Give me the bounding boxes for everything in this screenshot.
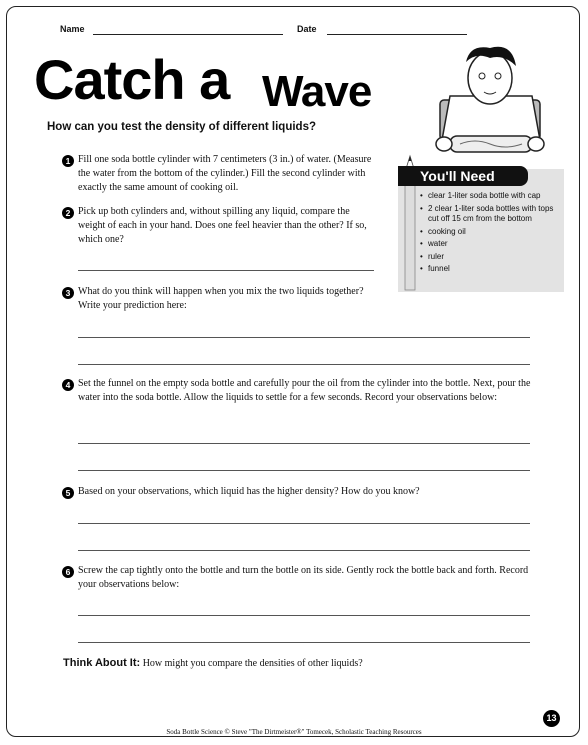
name-label: Name xyxy=(60,24,85,34)
step-6-text: Screw the cap tightly onto the bottle and turn the bottle on its side. Gently rock the bottle back and forth. Record your observations below: xyxy=(78,565,529,590)
date-field[interactable] xyxy=(327,34,467,35)
step-3-text: What do you think will happen when you mix the two liquids together? Write your prediction here: xyxy=(78,286,364,311)
step-3-number: 3 xyxy=(62,287,74,299)
answer-line[interactable] xyxy=(78,615,530,616)
step-6-number: 6 xyxy=(62,566,74,578)
material-item: • funnel xyxy=(420,264,562,275)
answer-line[interactable] xyxy=(78,364,530,365)
think-about-it-question: How might you compare the densities of other liquids? xyxy=(142,658,363,669)
answer-line[interactable] xyxy=(78,337,530,338)
think-about-it xyxy=(63,657,363,669)
footer-credit: Soda Bottle Science © Steve "The Dirtmeister®" Tomecek, Scholastic Teaching Resources xyxy=(166,728,422,736)
material-item: • water xyxy=(420,239,562,250)
boy-with-bottle-illustration xyxy=(430,40,550,160)
date-label: Date xyxy=(297,24,317,34)
materials-list xyxy=(420,191,562,277)
name-field[interactable] xyxy=(93,34,283,35)
material-item: • cooking oil xyxy=(420,227,562,238)
step-5-text: Based on your observations, which liquid has the higher density? How do you know? xyxy=(78,486,420,497)
step-4-number: 4 xyxy=(62,379,74,391)
answer-line[interactable] xyxy=(78,523,530,524)
subtitle-question: How can you test the density of different liquids? xyxy=(47,121,316,133)
material-item: • clear 1-liter soda bottle with cap xyxy=(420,191,562,202)
title-part1: Catch a xyxy=(34,48,230,111)
answer-line[interactable] xyxy=(78,270,374,271)
material-item: • 2 clear 1-liter soda bottles with tops cut off 15 cm from the bottom xyxy=(420,204,562,225)
page-number: 13 xyxy=(543,710,560,727)
step-1-text: Fill one soda bottle cylinder with 7 centimeters (3 in.) of water. (Measure the water from the bottom of the cylinder.) Fill the second cylinder with exactly the same amount of cooking oil. xyxy=(78,154,372,193)
youll-need-heading: You'll Need xyxy=(398,166,528,186)
step-2-text: Pick up both cylinders and, without spilling any liquid, compare the weight of each in your hand. Does one feel heavier than the other? If so, which one? xyxy=(78,206,367,245)
answer-line[interactable] xyxy=(78,443,530,444)
material-item: • ruler xyxy=(420,252,562,263)
title-part2: Wave xyxy=(262,67,372,116)
step-4-text: Set the funnel on the empty soda bottle and carefully pour the oil from the cylinder into the bottle. Next, pour the water into the soda bottle. Allow the liquids to settle for a few seconds. Record your observations below: xyxy=(78,378,531,403)
step-5-number: 5 xyxy=(62,487,74,499)
answer-line[interactable] xyxy=(78,642,530,643)
answer-line[interactable] xyxy=(78,550,530,551)
step-2-number: 2 xyxy=(62,207,74,219)
think-about-it-label: Think About It: xyxy=(63,657,141,669)
step-1-number: 1 xyxy=(62,155,74,167)
answer-line[interactable] xyxy=(78,470,530,471)
